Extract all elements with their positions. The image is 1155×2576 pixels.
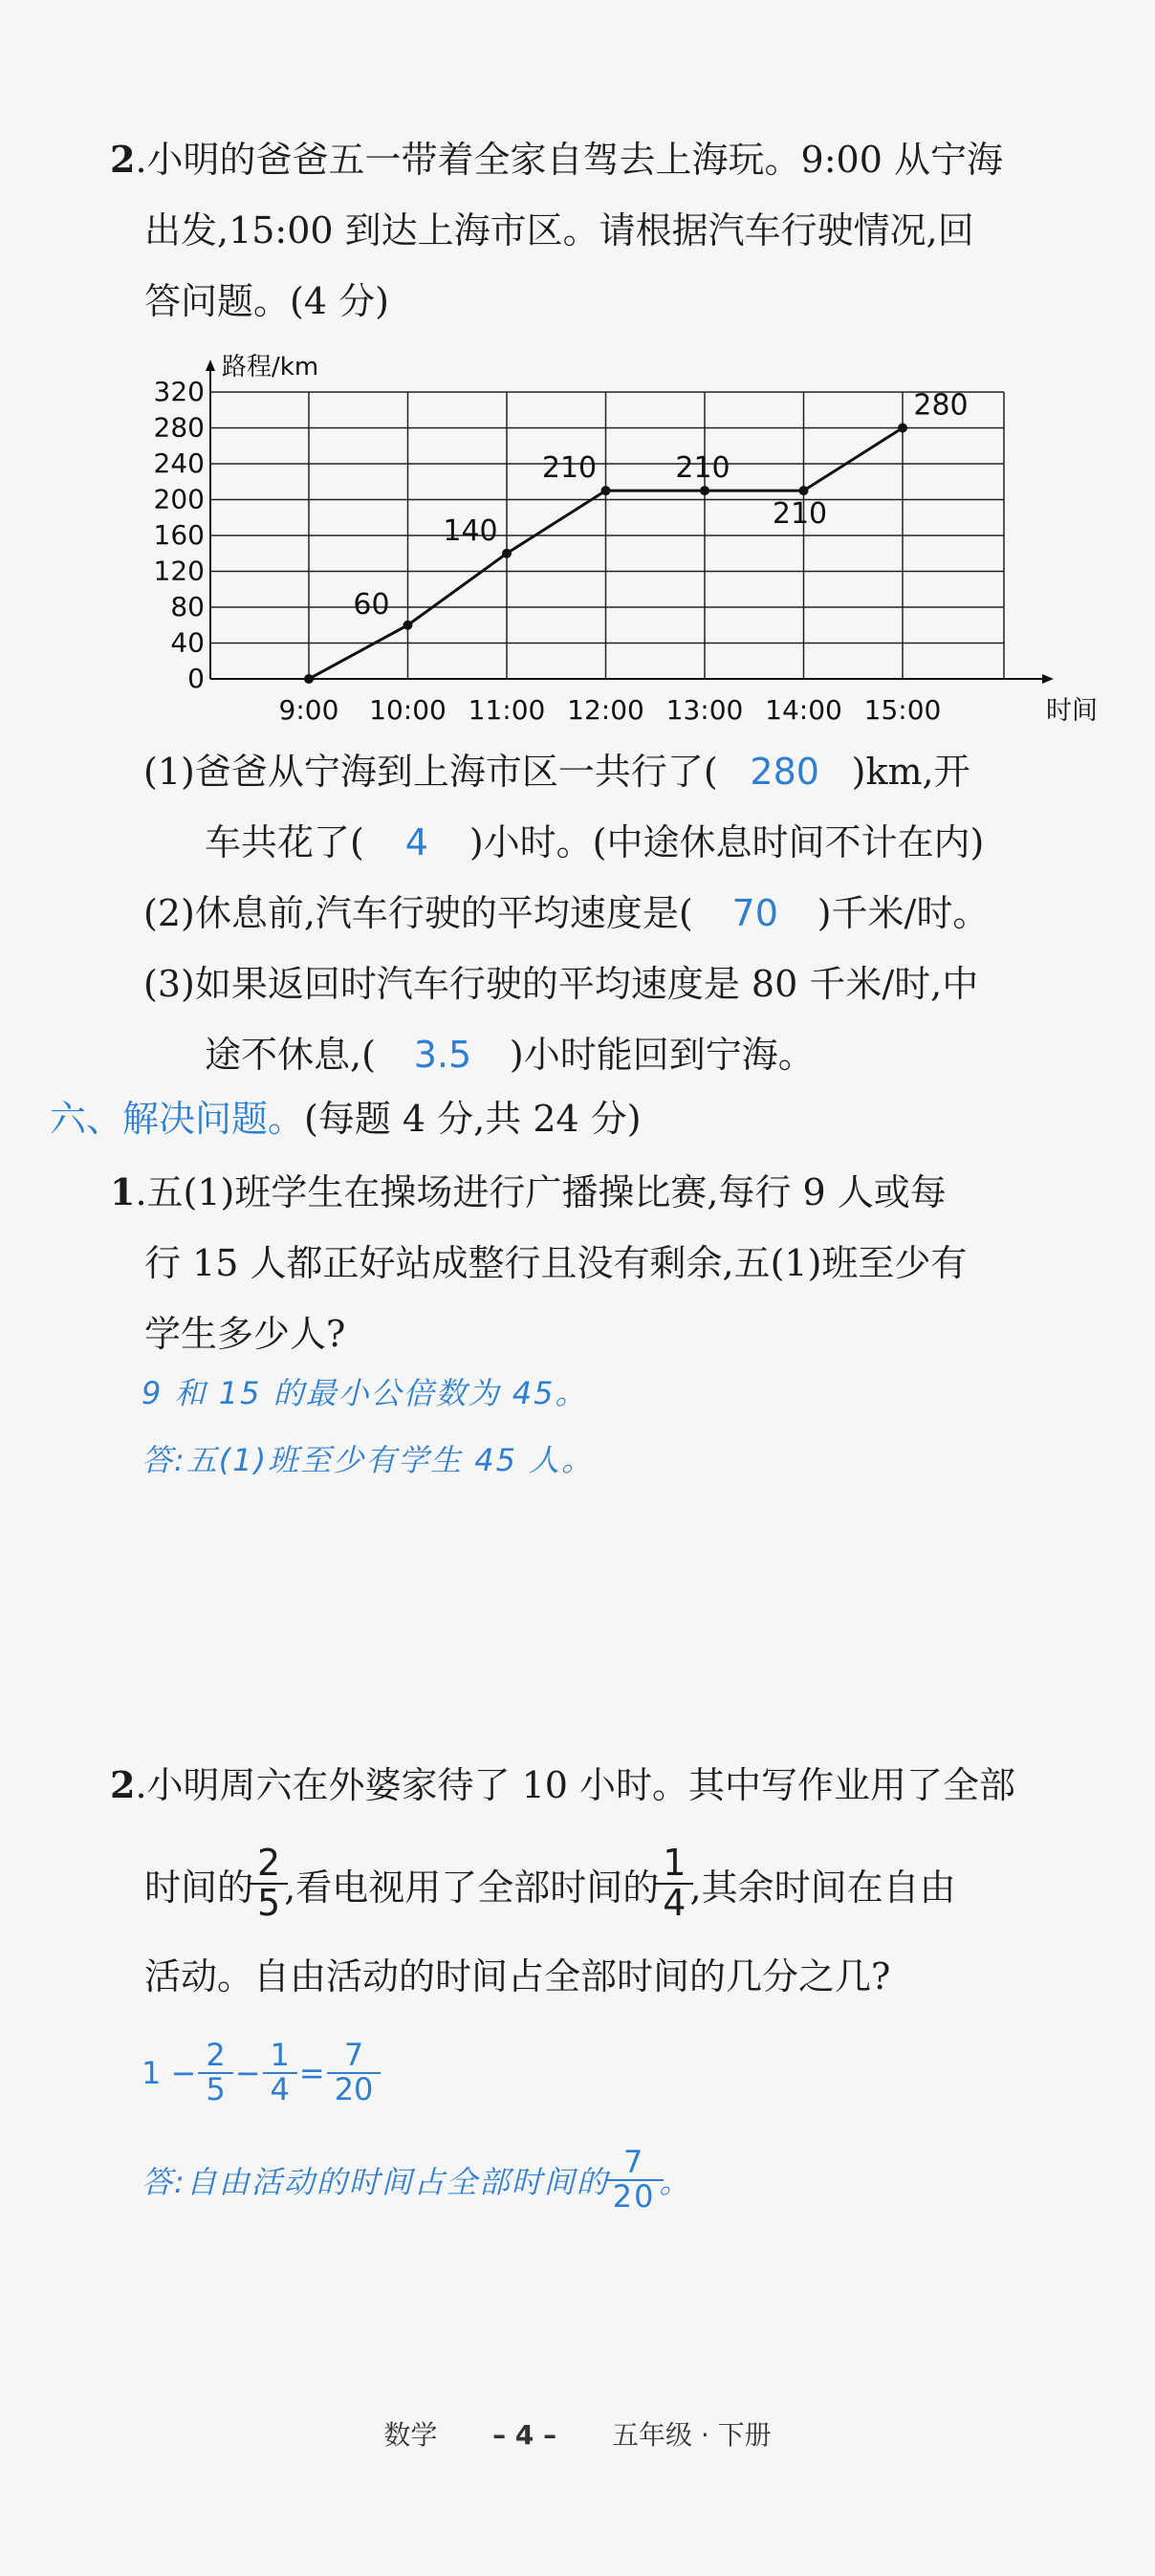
problem-2-line3: 活动。自由活动的时间占全部时间的几分之几?	[144, 1955, 891, 1997]
x-tick-label: 10:00	[369, 694, 447, 726]
data-point	[601, 486, 611, 495]
data-label: 210	[675, 451, 730, 486]
data-label: 280	[913, 388, 969, 423]
fraction: $\frac{2}{5}$	[253, 1845, 284, 1923]
handwritten-calculation: 1 − $\frac{2}{5}$ − $\frac{1}{4}$ = $\frac{7}{20}$	[142, 2025, 377, 2121]
data-label: 60	[353, 587, 390, 622]
question-number: 2	[110, 138, 136, 181]
y-axis-label: 路程/km	[222, 353, 319, 382]
y-tick-label: 200	[153, 483, 205, 515]
x-axis-arrow	[1042, 674, 1054, 684]
data-point	[799, 486, 809, 495]
answer-blank: 4	[404, 821, 428, 863]
x-tick-label: 14:00	[765, 694, 842, 726]
fraction: $\frac{1}{4}$	[267, 2040, 294, 2106]
y-tick-label: 240	[153, 448, 205, 479]
handwritten-work: 9 和 15 的最小公倍数为 45。	[142, 1375, 588, 1411]
x-tick-label: 12:00	[567, 694, 644, 726]
y-tick-label: 80	[170, 591, 205, 622]
x-tick-label: 11:00	[468, 694, 546, 726]
data-point	[403, 621, 413, 630]
data-point	[502, 549, 512, 558]
data-label: 140	[443, 513, 498, 548]
answer-blank: 70	[731, 892, 778, 934]
fraction: $\frac{7}{20}$	[609, 2147, 660, 2213]
y-tick-label: 40	[170, 626, 205, 659]
data-point	[700, 486, 709, 495]
y-tick-label: 120	[153, 555, 205, 587]
x-axis-label: 时间	[1046, 696, 1098, 726]
sub-question-3: (3)如果返回时汽车行驶的平均速度是 80 千米/时,中 途不休息,( 3.5 )小时能回到宁海。	[143, 949, 1061, 1090]
x-tick-label: 13:00	[665, 694, 744, 726]
y-tick-label: 320	[153, 376, 205, 407]
data-label: 210	[541, 451, 598, 486]
y-tick-label: 280	[153, 411, 205, 444]
answer-blank: 3.5	[413, 1034, 472, 1076]
data-label: 210	[772, 497, 828, 532]
section-header	[50, 1090, 642, 1147]
fraction: $\frac{1}{4}$	[659, 1845, 689, 1923]
section-note: (每题 4 分,共 24 分)	[304, 1098, 642, 1140]
distance-time-chart	[143, 344, 1098, 736]
answer-blank: 280	[750, 751, 819, 793]
fraction: $\frac{7}{20}$	[331, 2040, 378, 2106]
handwritten-answer-2: 答:自由活动的时间占全部时间的 $\frac{7}{20}$ 。	[142, 2144, 692, 2215]
data-point	[304, 674, 314, 684]
page-number: – 4 –	[492, 2419, 557, 2451]
footer-subject: 数学	[383, 2419, 438, 2451]
question-2-text: 2.小明的爸爸五一带着全家自驾去上海玩。9:00 从宁海 出发,15:00 到达上海市区。请根据汽车行驶情况,回 答问题。(4 分)	[110, 138, 1003, 322]
sub-question-1: (1)爸爸从宁海到上海市区一共行了( 280 )km,开 车共花了( 4 )小时。(中途休息时间不计在内)	[143, 736, 1061, 878]
data-point	[898, 424, 907, 433]
page-footer	[0, 2414, 1155, 2453]
problem-2-text: 2.小明周六在外婆家待了 10 小时。其中写作业用了全部	[110, 1763, 1016, 1806]
fraction: $\frac{2}{5}$	[202, 2040, 229, 2106]
footer-grade: 五年级 · 下册	[611, 2419, 772, 2451]
sub-question-2: (2)休息前,汽车行驶的平均速度是( 70 )千米/时。	[143, 878, 989, 949]
x-tick-label: 9:00	[278, 694, 339, 726]
problem-1-text: 1.五(1)班学生在操场进行广播操比赛,每行 9 人或每 行 15 人都正好站成整行且没有剩余,五(1)班至少有 学生多少人?	[110, 1170, 968, 1355]
problem-2-fraction-line: 时间的 $\frac{2}{5}$ ,看电视用了全部时间的 $\frac{1}{4}$ ,其余时间在自由	[144, 1842, 956, 1924]
y-tick-label: 160	[153, 519, 205, 551]
chart-grid	[210, 392, 1004, 679]
section-title: 六、解决问题。	[50, 1098, 305, 1140]
handwritten-answer: 答:五(1)班至少有学生 45 人。	[142, 1442, 595, 1478]
y-axis-arrow	[206, 360, 215, 371]
y-tick-label: 0	[187, 663, 205, 694]
x-tick-label: 15:00	[863, 694, 942, 726]
